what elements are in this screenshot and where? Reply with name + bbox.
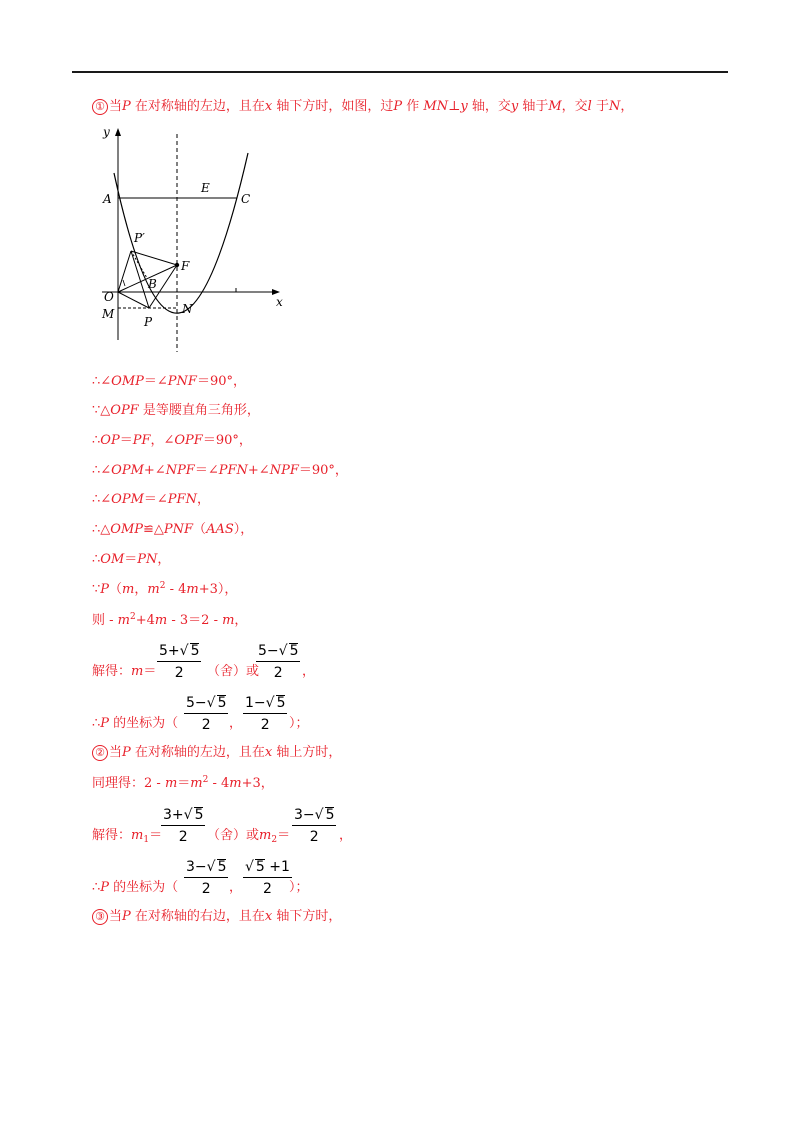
proof-line-14-end: ， (339, 828, 353, 843)
label-f: F (181, 259, 190, 273)
header-rule (72, 71, 728, 73)
label-a: A (103, 192, 112, 206)
proof-line-1: ∴∠OMP＝∠PNF＝90°， (92, 374, 246, 389)
proof-line-10-mid: （舍）或 (207, 664, 260, 679)
label-m: M (102, 307, 115, 321)
label-p-prime: P′ (134, 231, 145, 245)
parabola-figure (92, 120, 302, 355)
label-p: P (144, 315, 153, 329)
proof-line-10-end: ， (302, 664, 316, 679)
proof-line-14: 解得：$m_1=$ (92, 828, 163, 845)
circled-number-2: ② (92, 745, 108, 761)
proof-line-3: ∴OP＝PF，∠OPF＝90°， (92, 433, 252, 448)
fraction-3-minus-root5-over-2: 3−√ 5 2 (294, 807, 335, 845)
y-axis-arrow (115, 128, 121, 136)
proof-line-6: ∴△OMP≌△PNF（AAS）， (92, 522, 254, 537)
proof-line-2: ∵△OPF 是等腰直角三角形， (92, 403, 260, 418)
proof-line-4: ∴∠OPM+∠NPF＝∠PFN+∠NPF＝90°， (92, 463, 348, 478)
proof-line-5: ∴∠OPM＝∠PFN， (92, 492, 210, 507)
case-3-intro: ③ 当P 在对称轴的右边，且在x 轴下方时， (92, 909, 341, 925)
label-e: E (201, 181, 210, 195)
proof-line-15-end: ）； (289, 880, 309, 895)
fraction-3-plus-root5-over-2: 3+√ 5 2 (163, 807, 204, 845)
proof-line-10: 解得：m＝ (92, 664, 157, 679)
label-y-axis: y (103, 125, 110, 139)
segment-op-prime (118, 251, 131, 292)
fraction-5-minus-root5-over-2: 5−√ 5 2 (258, 643, 299, 681)
circled-number-3: ③ (92, 909, 108, 925)
fraction-3-minus-root5-over-2-b: 3−√ 5 2 (186, 859, 227, 897)
fraction-5-minus-root5-over-2-b: 5−√ 5 2 (186, 695, 227, 733)
right-angle-mark (123, 280, 125, 286)
label-b: B (148, 277, 157, 291)
proof-line-11: ∴P 的坐标为（ (92, 716, 179, 731)
label-n: N (182, 302, 193, 316)
fraction-5-plus-root5-over-2: 5+√ 5 2 (159, 643, 200, 681)
proof-line-15-mid: ， (229, 880, 243, 895)
proof-line-8: ∵P（m，$m^2 - 4m+3$）， (92, 581, 238, 597)
proof-line-9: 则 - $m^2+4m - 3=2 - m$， (92, 612, 248, 628)
proof-line-13: 同理得：$2 - m=m^2 - 4m+3$， (92, 775, 274, 791)
proof-line-7: ∴OM＝PN， (92, 552, 171, 567)
fraction-root5-plus-1-over-2: √ 5 +1 2 (245, 859, 290, 897)
proof-line-11-mid: ， (229, 716, 243, 731)
fraction-1-minus-root5-over-2: 1−√ 5 2 (245, 695, 286, 733)
point-f (175, 263, 179, 267)
label-c: C (241, 192, 251, 206)
circled-number-1: ① (92, 99, 108, 115)
label-o: O (104, 290, 114, 304)
case-2-intro: ② 当P 在对称轴的左边，且在x 轴上方时， (92, 745, 341, 761)
proof-line-11-end: ）； (289, 716, 309, 731)
case-1-intro: ① 当P 在对称轴的左边，且在x 轴下方时，如图，过P 作 MN⊥y 轴，交y 轴于M，交l 于N， (92, 99, 633, 115)
proof-line-15: ∴P 的坐标为（ (92, 880, 179, 895)
proof-line-14-mid: （舍）或$m_2=$ (207, 828, 291, 845)
label-x-axis: x (276, 295, 283, 309)
